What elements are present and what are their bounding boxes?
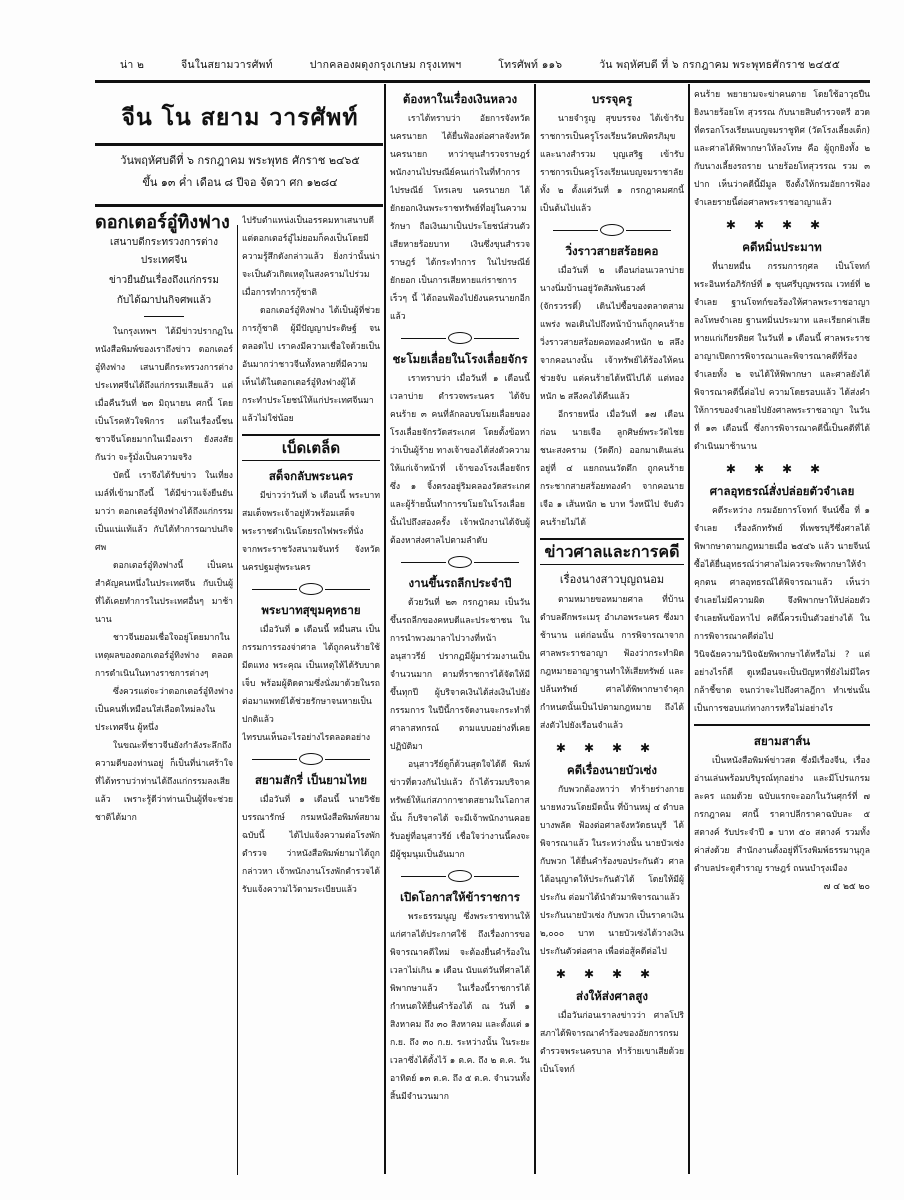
star-divider: ✱✱✱✱ bbox=[725, 462, 839, 476]
article-paragraph: เมื่อวันก่อนเราลงข่าวว่า ศาลโปริสภาได้พิจารณาคำร้องของอัยการกรมตำรวจพระนครบาล ทำร้ายเขาเสียด้วยเป็นโจทก์ bbox=[540, 1011, 684, 1075]
column-rule bbox=[688, 84, 690, 1174]
headline: พระบาทสุขุมคุทธาย bbox=[261, 603, 361, 617]
ornament-divider bbox=[540, 224, 684, 236]
dateline-rule bbox=[95, 204, 383, 207]
headline: สยามสักรี่ เป็นยามไทย bbox=[255, 773, 367, 787]
article-paragraph: เราได้ทราบว่า อัยการจังหวัดนครนายก ได้ยื่นฟ้องต่อศาลจังหวัดนครนายก หาว่าขุนสำรวจราษฎร์ พนักงานไปรษณีย์คนเก่าในที่ทำการไปรษณีย์ โทรเลข นครนายก ได้ยักยอกเงินพระราชทรัพย์ที่อยู่ในความรักษา ถือเงินมาเป็นประโยชน์ส่วนตัว เสียหายร้อยบาท เงินซึ่งขุนสำรวจราษฎร์ ได้กระทำการ ในไปรษณีย์ยักยอก เป็นการเสียหายแก่ราชการ bbox=[390, 114, 530, 286]
article-paragraph: ดอกเตอร์อู๋ทิงฟาง ได้เป็นผู้ที่ช่วยการกู้ชาติ ผู้มีปัญญาประดิษฐ์ จนตลอดไป เราคงมีความเชื่อใจด้วยเป็นอันมากว่าชาวจีนทั้งหลายที่มีความเห็นได้ในดอกเตอร์อู๋ทิงฟางผู้ได้กระทำประโยชน์ให้แก่ประเทศจีนมาแล้วไม่ใช่น้อย bbox=[242, 306, 380, 424]
article-paragraph: ตามหมายขอหมายศาล ที่บ้านตำบลตึกพระเมรุ อำเภอพระนคร ซึ่งมาช้านาน แต่ก่อนนั้น การพิจารณาจากศาลพระราชอาญา ฟ้องว่ากระทำผิดกฎหมายอาญาฐานทำให้เสียทรัพย์ และปล้นทรัพย์ ศาลได้พิพากษาจำคุกกำหนดนั้นเป็นไปตามกฎหมาย ถึงได้ส่งตัวไปยังเรือนจำแล้ว bbox=[540, 595, 684, 731]
star-divider: ✱✱✱✱ bbox=[555, 741, 669, 755]
dateline bbox=[95, 150, 385, 194]
headline: คดีเรื่องนายบัวเซ่ง bbox=[567, 763, 657, 777]
article-paragraph: ในกรุงเทพฯ ได้มีข่าวปรากฏในหนังสือพิมพ์ของเราถึงข่าว ดอกเตอร์อู๋ทิงฟาง เสนาบดีกระทรวงการต่างประเทศจีนได้ถึงแก่กรรมเสียแล้ว แต่เมื่อคืนวันที่ ๒๓ มิถุนายน ศกนี้ โดยเป็นโรคหัวใจพิการ แต่ในเรื่องนี้ชนชาวจีนโดยมากในเมืองเรา ยังสงสัยกันว่า จะรู้มั่งเป็นความจริง bbox=[95, 327, 233, 463]
article-paragraph: ไทรบนเห็นอะไรอย่างไรตลอดอย่าง bbox=[242, 733, 371, 743]
headline: เปิดโอกาสให้ข้าราชการ bbox=[400, 890, 520, 904]
star-divider: ✱✱✱✱ bbox=[725, 218, 839, 232]
article-paragraph: นายจำรูญ สุขบรรจง ได้เข้ารับราชการเป็นครูโรงเรียนวัดบพิตรภิมุข และนางสำรวม บุญเสริฐ เข้ารับราชการเป็นครูโรงเรียนเบญจมราชาลัย ทั้ง ๒ ตั้งแต่วันที่ ๑ กรกฎาคมศกนี้เป็นต้นไปแล้ว bbox=[540, 114, 684, 214]
column-3 bbox=[390, 86, 530, 1174]
running-head bbox=[120, 56, 840, 73]
column-rule bbox=[237, 225, 238, 1175]
article-paragraph: ในขณะที่ชาวจีนยังกำลังระลึกถึงความดีของท่านอยู่ ก็เป็นที่น่าเศร้าใจ ที่ได้ทราบว่าท่านได้ถึงแก่กรรมลงเสียแล้ว เพราะรู้ดีว่าท่านเป็นผู้ที่จะช่วยชาติได้มาก bbox=[95, 741, 233, 823]
article-paragraph: เป็นหนังสือพิมพ์ข่าวสด ซึ่งมีเรื่องจีน, เรื่องอ่านเล่นพร้อมบริบูรณ์ทุกอย่าง และมีโปรแกรมละคร แถมด้วย ฉบับแรกจะออกในวันศุกร์ที่ ๗ กรกฎาคม ศกนี้ ราคาปลีกราคาฉบับละ ๕ สตางค์ รับประจำปี ๑ บาท ๕๐ สตางค์ รวมทั้งค่าส่งด้วย สำนักงานตั้งอยู่ที่โรงพิมพ์ธรรมานุกูล ตำบลประตูสำราญ ราษฎร์ ถนนบำรุงเมือง bbox=[694, 756, 870, 874]
headline: สด็จกลับพระนคร bbox=[268, 469, 354, 483]
article-paragraph: ประกันนายบัวเซ่ง กับพวก เป็นราคาเงิน ๒,๐๐๐ บาท นายบัวเซ่งได้วางเงินประกันตัวต่อศาล เพื่อต่อสู้คดีต่อไป bbox=[540, 911, 684, 957]
article-paragraph: อีกรายหนึ่ง เมื่อวันที่ ๑๗ เดือนก่อน นายเจือ ลูกศิษย์พระวัดไชยชนะสงคราม (วัดตึก) ออกมาเดินเล่นอยู่ที่ ๔ แยกถนนวัดตึก ถูกคนร้ายกระชากสายสร้อยทองคำ จากคอนายเจือ ๑ เส้นหนัก ๒ บาท วิ่งหนีไป จับตัวคนร้ายไม่ได้ bbox=[540, 410, 684, 528]
headline: ส่งให้ส่งศาลสูง bbox=[576, 989, 648, 1003]
date-line-1: วันพฤหัศบดีที่ ๖ กรกฎาคม พระพุทธ ศักราช ๒๔๖๕ bbox=[120, 154, 360, 167]
headline: ต้องหาในเรื่องเงินหลวง bbox=[402, 92, 518, 106]
masthead bbox=[95, 100, 385, 136]
headline: คดีหมิ่นประมาท bbox=[742, 240, 822, 254]
headline: งานขึ้นรถลีกประจำปี bbox=[408, 576, 512, 590]
article-paragraph: เราทราบว่า เมื่อวันที่ ๑ เดือนนี้ เวลาบ่าย ตำรวจพระนคร ได้จับคนร้าย ๓ คนที่ลักลอบขโมยเลื่อยของโรงเลื่อยจักรวัดสระเกศ โดยตั้งข้อหาว่าเป็นผู้ร้าย ทางเจ้าของได้ส่งตัวความให้แก่เจ้าหน้าที่ เจ้าของโรงเลื่อยจักร ซึ่ง ๑ จิ้งตรงอยู่ริมคลองวัดสระเกศ และผู้ร้ายนั้นทำการขโมยในโรงเลื่อยนั้นไปถึงสองครั้ง เจ้าพนักงานได้จับผู้ต้องหาส่งศาลไปตามลำดับ bbox=[390, 374, 530, 546]
headline: ชะโมยเลื่อยในโรงเลื่อยจักร bbox=[392, 352, 528, 366]
column-rule bbox=[384, 84, 386, 1174]
headline: บรรจุครู bbox=[591, 92, 633, 106]
article-paragraph: คดีระหว่าง กรมอัยการโจทก์ จีนน์ซื้อ ที่ ๑ จำเลย เรื่องลักทรัพย์ ที่เพชรบุรีซึ่งศาลได้พิพากษาตามกฎหมายเมื่อ ๒๕๔๖ แล้ว นายจีนน์ซื้อได้ยื่นอุทธรณ์ว่าศาลไม่ควรจะพิพากษาให้จำคุกตน ศาลอุทธรณ์ได้พิจารณาแล้ว เห็นว่าจำเลยไม่มีความผิด จึงพิพากษาให้ปล่อยตัวจำเลยพ้นข้อหาไป คดีนี้ควรเป็นตัวอย่างได้ ในการพิจารณาคดีต่อไป bbox=[694, 506, 870, 642]
column-rule bbox=[534, 84, 536, 1174]
footer-code: ๗ ๔ ๒๕ ๒๐ bbox=[823, 882, 870, 892]
column-4 bbox=[540, 86, 684, 1174]
article-paragraph: อนุสาวรีย์ดูก็ด้วนสุดใจได้ดี พิมพ์ข่าวที่ดวงกันไปแล้ว ถ้าได้รวมบริจาคทรัพย์ให้แก่สภากาชาดสยามในโอกาสนั้น ก็บริจาคได้ จะมีเจ้าพนักงานคอยรับอยู่ที่อนุสาวรีย์ เชื่อใจว่างานนี้คงจะมีผู้ชุมนุมเป็นอันมาก bbox=[390, 760, 530, 860]
phone: โทรศัพท์ ๑๑๖ bbox=[498, 59, 563, 71]
headline: ศาลอุทธรณ์สั่งปล่อยตัวจำเลย bbox=[709, 484, 855, 498]
star-divider: ✱✱✱✱ bbox=[555, 967, 669, 981]
article-paragraph: เร็วๆ นี้ ได้ถอนฟ้องไปยังนครนายกอีกแล้ว bbox=[390, 294, 530, 322]
article-paragraph: คนร้าย พยายามจะฆ่าคนตาย โดยใช้อาวุธปืนยิงนายร้อยโท สุวรรณ กับนายสิบตำรวจตรี ฮวดที่ตรอกโรงเรียนเบญจมราชูทิศ (วัดโรงเลี้ยงเด็ก) และศาลได้พิพากษาให้ลงโทษ คือ ผู้ถูกยิงทั้ง ๒ กับนางเลี้ยงรถราย นายร้อยโทสุวรรณ รวม ๓ ปาก เห็นว่าคดีนี้มีมูล จึงตั้งให้กรมอัยการฟ้องจำเลยรายนี้ต่อศาลพระราชอาญาแล้ว bbox=[694, 90, 870, 208]
ornament-divider bbox=[242, 753, 380, 765]
subhead: ข่าวยืนยันเรื่องถึงแก่กรรม bbox=[109, 275, 219, 286]
subhead: เรื่องนางสาวบุญถนอม bbox=[559, 573, 665, 586]
ornament-divider bbox=[390, 556, 530, 568]
headline-dr-wu: ดอกเตอร์อู๋ทิงฟาง bbox=[95, 212, 230, 233]
section-divider bbox=[694, 724, 870, 726]
column-5 bbox=[694, 86, 870, 1174]
column-1 bbox=[95, 210, 233, 1175]
paper-name: จีนในสยามวารศัพท์ bbox=[181, 59, 273, 71]
masthead-rule bbox=[95, 143, 383, 146]
article-paragraph: บัดนี้ เราจึงได้รับข่าว ในเที่ยงเมล์ที่เข้ามาถึงนี้ ได้มีข่าวแจ้งยืนยันมาว่า ดอกเตอร์อู๋ทิงฟางได้ถึงแก่กรรมเป็นแน่แท้แล้ว กับได้ทำการฌาปนกิจศพ bbox=[95, 471, 233, 553]
article-paragraph: ด้วยวันที่ ๒๓ กรกฎาคม เป็นวันขึ้นรถลีกของคหบดีและประชาชน ในการนำพวงมาลาไปวางที่หน้าอนุสาวรีย์ ปรากฏมีผู้มาร่วมงานเป็นจำนวนมาก ตามที่ราชการได้จัดให้มีขึ้นทุกปี ผู้บริจาคเงินได้ส่งเงินไปยังกรรมการ ในปีนี้การจัดงานจะกระทำที่ศาลาสหกรณ์ ตามแบบอย่างที่เคยปฏิบัติมา bbox=[390, 598, 530, 752]
article-paragraph: เมื่อวันที่ ๑ เดือนนี้ หมื่นสน เป็นกรรมการรองจ่าศาล ได้ถูกคนร้ายใช้มีดแทง พระคุณ เป็นเหตุให้ได้รับบาดเจ็บ พร้อมผู้ติดตามซึ่งนั่งมาด้วยในรถ ต่อมาแพทย์ได้ช่วยรักษาจนหายเป็นปกติแล้ว bbox=[242, 625, 380, 725]
page-number: น่า ๒ bbox=[120, 59, 145, 71]
headline: สยามสาส์น bbox=[753, 734, 811, 748]
article-paragraph: วินิจฉัยความวินิจฉัยพิพากษาได้หรือไม่ ? แต่อย่างไรก็ดี ดูเหมือนจะเป็นปัญหาที่ยังไม่มีใครกล้าชี้ขาด จนกว่าจะไปถึงศาลฎีกา ทำเช่นนั้น เป็นการชอบแก่ทางการหรือไม่อย่างไร bbox=[694, 650, 870, 714]
ornament-divider bbox=[390, 870, 530, 882]
article-paragraph: ดอกเตอร์อู๋ทิงฟางนี้ เป็นคนสำคัญคนหนึ่งในประเทศจีน กับเป็นผู้ที่ได้เคยทำการในประเทศอื่นๆ มาช้านาน bbox=[95, 561, 233, 625]
section-court-title: ข่าวศาลและการคดี bbox=[540, 538, 684, 565]
article-paragraph: พระธรรมนูญ ซึ่งพระราชทานให้แก่ศาลได้ประกาศใช้ ถึงเรื่องการขอพิจารณาคดีใหม่ จะต้องยื่นคำร้องในเวลาไม่เกิน ๑ เดือน นับแต่วันที่ศาลได้พิพากษาแล้ว ในเรื่องนี้ราชการได้กำหนดให้ยื่นคำร้องได้ ณ วันที่ ๑ สิงหาคม ถึง ๓๐ สิงหาคม และตั้งแต่ ๑ ก.ย. ถึง ๓๐ ก.ย. ระหว่างนั้น ในระยะเวลาซึ่งได้ตั้งไว้ ๑ ต.ค. ถึง ๒ ต.ค. วันอาทิตย์ ๑๓ ต.ค. ถึง ๕ ต.ค. จำนวนทั้งสิ้นมีจำนวนมาก bbox=[390, 912, 530, 1102]
article-paragraph: ซึ่งควรแต่จะว่าดอกเตอร์อู๋ทิงฟางเป็นคนที่เหมือนใส่เลือดใหม่ลงในประเทศจีน ผู้หนึ่ง bbox=[95, 687, 233, 733]
date-line-2: ขึ้น ๑๓ ค่ำ เดือน ๘ ปีจอ จัตวา ศก ๑๒๘๔ bbox=[142, 176, 338, 189]
top-rule bbox=[95, 80, 870, 83]
section-misc-title: เบ็ดเตล็ด bbox=[242, 434, 380, 461]
article-paragraph: ไปรับตำแหน่งเป็นอรรคมหาเสนาบดี แต่ดอกเตอร์อู๋ไม่ยอมก็คงเป็นโดยมีความรู้สึกดังกล่าวแล้ว ยิ่งกว่านั้นน่าจะเป็นตัวเกิดเหตุในสงครามไปร่วมเมื่อการทำการกู้ชาติ bbox=[242, 216, 380, 298]
column-2 bbox=[242, 212, 380, 1174]
article-paragraph: เมื่อวันที่ ๑ เดือนนี้ นายวิชัย บรรณารักษ์ กรมหนังสือพิมพ์สยาม ฉบับนี้ ได้ไปแจ้งความต่อโรงพักตำรวจ ว่าหนังสือพิมพ์ยามาได้ถูกกล่าวหา เจ้าพนักงานโรงพักตำรวจได้รับแจ้งความไว้ตามระเบียบแล้ว bbox=[242, 795, 380, 895]
article-paragraph: ชาวจีนยอมเชื่อใจอยู่โดยมากในเหตุผลของดอกเตอร์อู๋ทิงฟาง ตลอดการดำเนินในทางราชการต่างๆ bbox=[95, 633, 233, 679]
issue-date: วัน พฤหัศบดี ที่ ๖ กรกฎาคม พระพุทธศักราช ๒๔๕๕ bbox=[599, 59, 840, 71]
article-paragraph: มีข่าวว่าวันที่ ๖ เดือนนี้ พระบาทสมเด็จพระเจ้าอยู่หัวพร้อมเสด็จพระราชดำเนินโดยรถไฟพระที่นั่ง จากพระราชวังสนามจันทร์ จังหวัดนครปฐมสู่พระนคร bbox=[242, 491, 380, 573]
ornament-divider bbox=[390, 332, 530, 344]
address: ปากคลองผดุงกรุงเกษม กรุงเทพฯ bbox=[309, 59, 462, 71]
headline: วิ่งราวสายสร้อยคอ bbox=[565, 244, 659, 258]
article-paragraph: ที่นายหมื่น กรรมการกุศล เป็นโจทก์ พระอินทร์อภิรักษ์ที่ ๑ ขุนศรีบุญพรรณ เวทย์ที่ ๒ จำเลย ฐานโจทก์ขอร้องให้ศาลพระราชอาญาลงโทษจำเลย ฐานหมิ่นประมาท และเรียกค่าเสียหายแก่เกียรติยศ ในวันที่ ๑ เดือนนี้ ศาลพระราชอาญาเปิดการพิจารณาและพิจารณาคดีที่ร้องจำเลยทั้ง ๒ จนได้ให้พิพากษา และศาลยังได้พิจารณาคดีนี้ต่อไป ความโดยรอบแล้ว ได้ส่งคำให้การของจำเลยไปยังศาลพระราชอาญา ในวันที่ ๑๓ เดือนนี้ ซึ่งการพิจารณาคดีนี้เป็นคดีที่ได้ดำเนินมาช้านาน bbox=[694, 262, 870, 452]
subhead: เสนาบดีกระทรวงการต่างประเทศจีน bbox=[109, 237, 219, 266]
paper-title: จีน โน สยาม วารศัพท์ bbox=[121, 105, 359, 131]
ornament-divider bbox=[242, 583, 380, 595]
subhead: กับได้ฌาปนกิจศพแล้ว bbox=[116, 295, 212, 306]
article-paragraph: กับพวกต้องหาว่า ทำร้ายร่างกายนายหงวนโดยมีดนั้น ที่บ้านหมู่ ๔ ตำบลบางพลัด ฟ้องต่อศาลจังหวัดธนบุรี ได้พิจารณาแล้ว ในระหว่างนั้น นายบัวเซ่งกับพวก ได้ยื่นคำร้องขอประกันตัว ศาลได้อนุญาตให้ประกันตัวได้ โดยให้มีผู้ประกัน ต่อมาได้นำตัวมาพิจารณาแล้ว bbox=[540, 785, 684, 903]
article-paragraph: เมื่อวันที่ ๒ เดือนก่อนเวลาบ่าย นางนิ่มบ้านอยู่วัดสัมพันธวงศ์ (จักรวรรดิ์) เดินไปซื้อของตลาดสามแพร่ง พอเดินไปถึงหน้าบ้านก็ถูกคนร้ายวิ่งราวสายสร้อยคอทองคำหนัก ๒ สลึง จากคอนางนั้น เจ้าทรัพย์ได้ร้องให้คนช่วยจับ แต่คนร้ายได้หนีไปได้ แต่ทองหนัก ๒ สลึงคงได้คืนแล้ว bbox=[540, 266, 684, 402]
